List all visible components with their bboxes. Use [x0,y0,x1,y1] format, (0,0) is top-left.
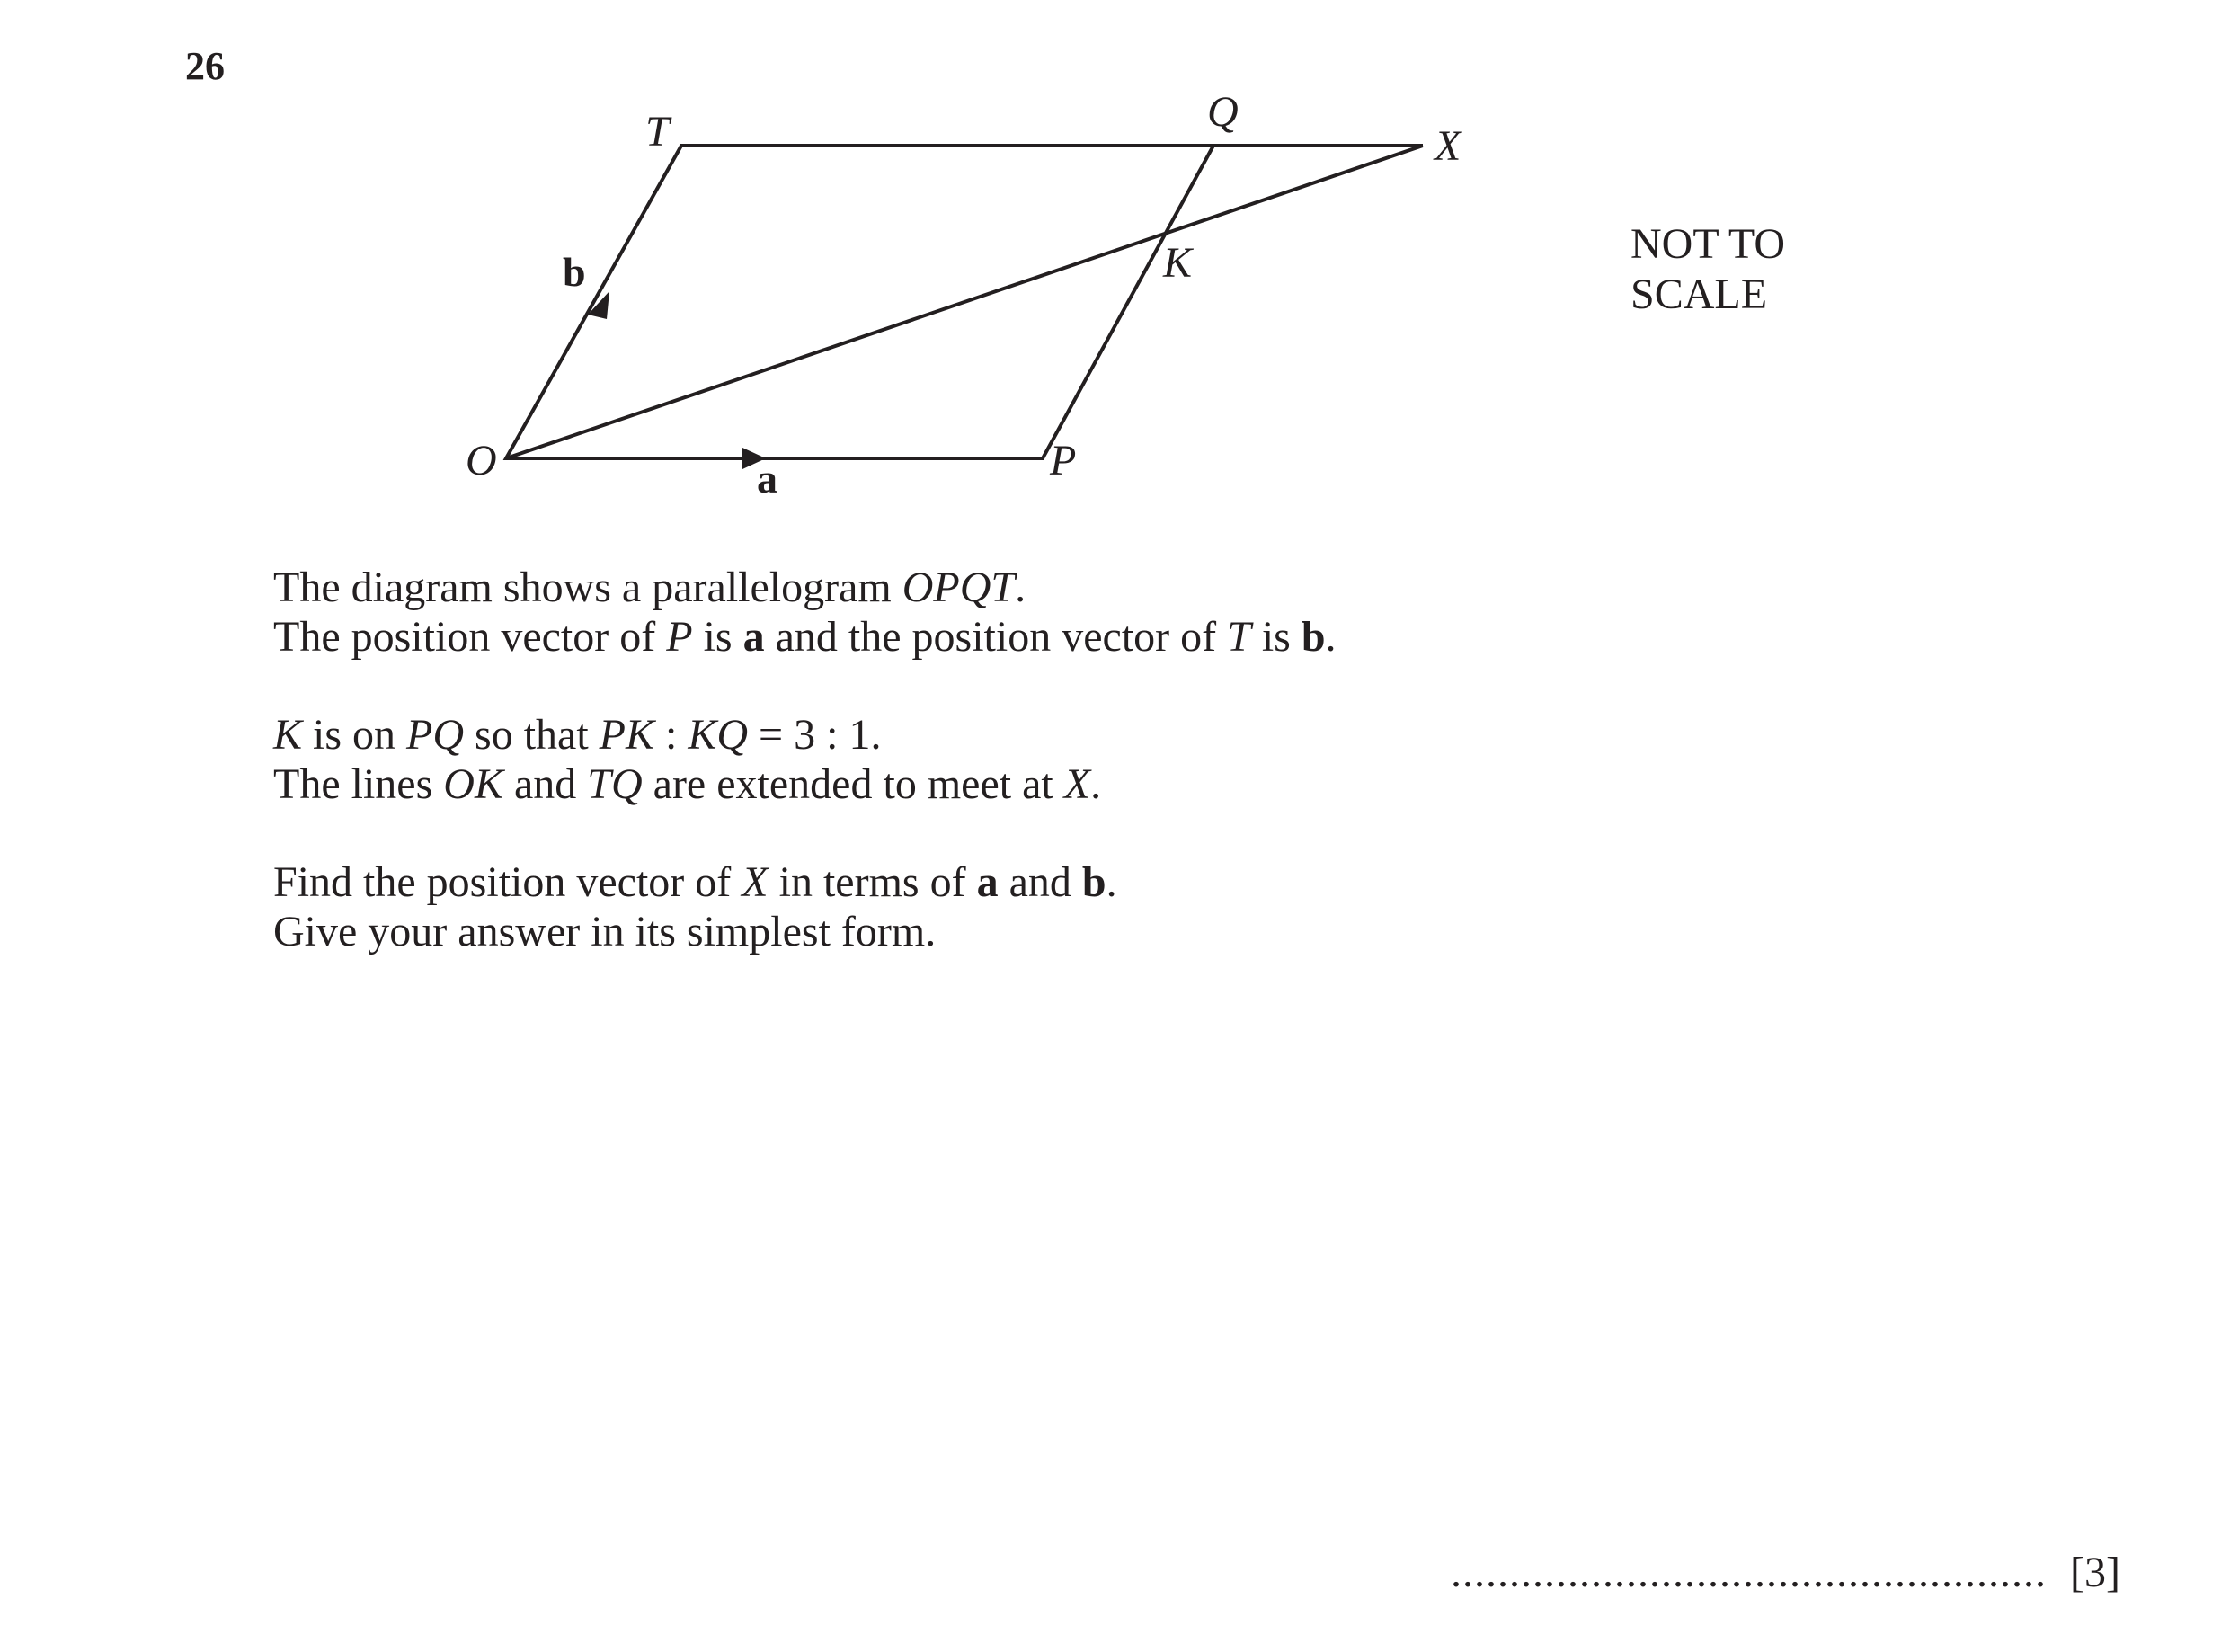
shape-name: OPQT [902,564,1016,611]
text-span: The diagram shows a parallelogram [273,564,902,611]
segment-name: PK [599,711,655,759]
text-span: . [1325,613,1337,661]
vector-label-b: b [563,249,586,295]
text-span: are extended to meet at [642,760,1064,808]
vector-name: b [1081,858,1106,906]
answer-dots[interactable]: ................................................... [1451,1549,2047,1596]
line-ox [506,146,1423,458]
text-line-4 [273,759,1981,809]
vector-name: a [742,613,765,661]
text-span: is [1250,613,1302,661]
paragraph-2 [273,710,1981,809]
point-name: P [666,613,693,661]
label-o: O [466,437,497,484]
text-span: and [502,760,588,808]
text-span: and the position vector of [764,613,1228,661]
segment-name: KQ [688,711,749,759]
point-name: K [273,711,303,759]
vector-name: a [976,858,999,906]
text-line-1 [273,563,1981,612]
point-name: X [742,858,769,906]
question-text [273,563,1981,1005]
label-t: T [645,108,670,155]
text-span: in terms of [768,858,977,906]
paragraph-3 [273,857,1981,956]
label-k: K [1163,239,1193,287]
label-q: Q [1207,88,1239,136]
text-span: Find the position vector of [273,858,742,906]
text-span: The position vector of [273,613,667,661]
point-name: X [1063,760,1091,808]
segment-name: PQ [406,711,465,759]
text-line-3 [273,710,1981,759]
text-span: = 3 : 1. [748,711,882,759]
answer-line [1451,1548,2120,1597]
text-span: so that [464,711,600,759]
text-span: : [654,711,689,759]
text-span: The lines [273,760,444,808]
text-line-2 [273,612,1981,662]
text-span: . [1090,760,1102,808]
vector-name: b [1301,613,1326,661]
not-to-scale-note: NOT TO SCALE [1630,220,1786,318]
point-name: T [1227,613,1251,661]
marks-label: [3] [2070,1549,2120,1596]
paragraph-1 [273,563,1981,662]
text-line-5 [273,857,1981,907]
text-span: is [692,613,743,661]
vector-label-a: a [757,456,777,502]
segment-name: TQ [587,760,643,808]
text-span: . [1106,858,1117,906]
text-span: and [998,858,1082,906]
question-number: 26 [185,44,225,88]
label-p: P [1050,437,1077,484]
text-span: . [1015,564,1026,611]
text-line-6: Give your answer in its simplest form. [273,908,937,955]
segment-name: OK [443,760,503,808]
parallelogram-opqt [506,146,1213,458]
text-span: is on [302,711,407,759]
label-x: X [1435,122,1461,170]
